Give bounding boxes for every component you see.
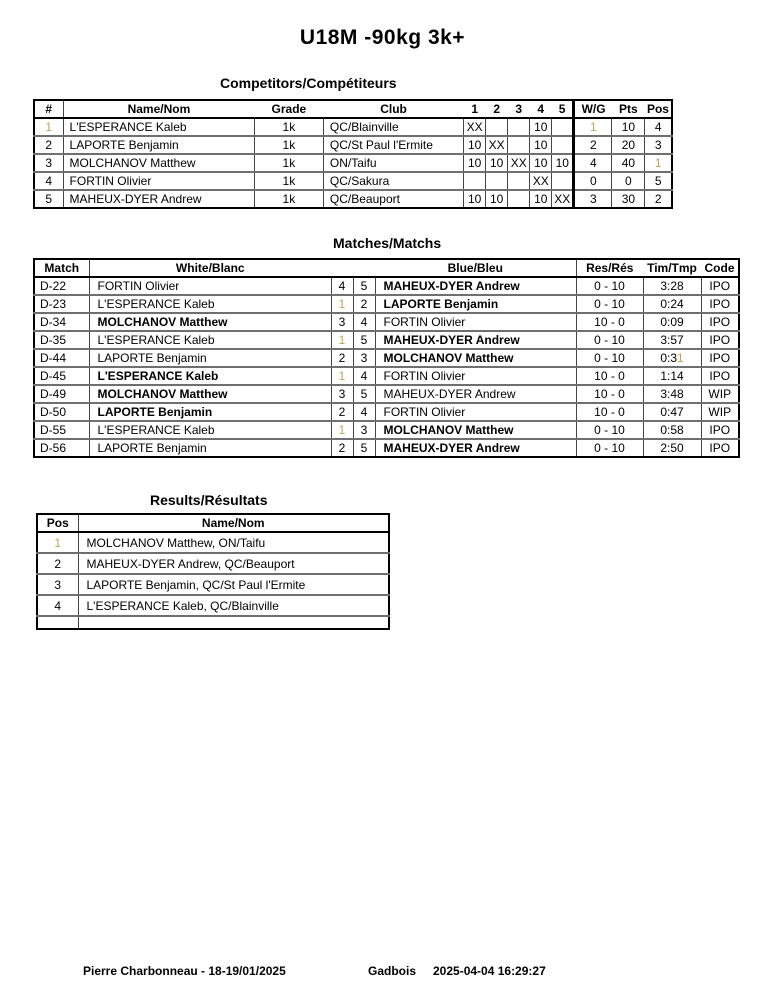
result-position: 3 (37, 574, 78, 595)
blue-name: LAPORTE Benjamin (375, 295, 576, 313)
blue-number: 5 (353, 331, 375, 349)
round-cell: 10 (530, 136, 552, 154)
match-result: 0 - 10 (576, 277, 643, 295)
col-header-white: White/Blanc (89, 259, 331, 277)
match-result: 10 - 0 (576, 367, 643, 385)
col-header-club: Club (323, 100, 463, 118)
points-cell: 20 (612, 136, 645, 154)
match-row (34, 349, 739, 367)
col-header-points: Pts (612, 100, 645, 118)
match-time: 0:58 (643, 421, 701, 439)
round-cell: XX (464, 118, 486, 136)
position-cell: 1 (645, 154, 672, 172)
competitors-header-row (34, 100, 672, 118)
col-header-round-2: 2 (486, 100, 508, 118)
col-header-grade: Grade (254, 100, 323, 118)
match-row (34, 313, 739, 331)
blue-number: 3 (353, 421, 375, 439)
result-row (37, 616, 389, 629)
competitor-club: QC/St Paul l'Ermite (323, 136, 463, 154)
round-cell: 10 (464, 190, 486, 208)
result-name: MOLCHANOV Matthew, ON/Taifu (78, 532, 389, 553)
match-id: D-56 (34, 439, 89, 457)
white-number: 2 (331, 403, 353, 421)
match-result: 10 - 0 (576, 313, 643, 331)
col-header-position: Pos (37, 514, 78, 532)
round-cell: 10 (464, 136, 486, 154)
competitor-row (34, 154, 672, 172)
round-cell (552, 136, 574, 154)
col-header-round-4: 4 (530, 100, 552, 118)
col-header-match: Match (34, 259, 89, 277)
match-id: D-55 (34, 421, 89, 439)
match-row (34, 277, 739, 295)
round-cell (508, 136, 530, 154)
competitors-table (33, 99, 673, 209)
white-number: 4 (331, 277, 353, 295)
blue-number: 4 (353, 367, 375, 385)
result-name: L'ESPERANCE Kaleb, QC/Blainville (78, 595, 389, 616)
competitor-name: LAPORTE Benjamin (63, 136, 254, 154)
result-name: MAHEUX-DYER Andrew, QC/Beauport (78, 553, 389, 574)
match-row (34, 367, 739, 385)
match-id: D-34 (34, 313, 89, 331)
competitor-name: FORTIN Olivier (63, 172, 254, 190)
match-time: 2:50 (643, 439, 701, 457)
match-result: 0 - 10 (576, 439, 643, 457)
wins-cell: 1 (574, 118, 612, 136)
wins-cell: 3 (574, 190, 612, 208)
competitor-number: 3 (34, 154, 63, 172)
match-result: 0 - 10 (576, 295, 643, 313)
col-header-position: Pos (645, 100, 672, 118)
wins-cell: 2 (574, 136, 612, 154)
round-cell: 10 (486, 154, 508, 172)
match-code: WIP (701, 385, 739, 403)
result-row (37, 553, 389, 574)
footer-venue: Gadbois (368, 964, 417, 978)
position-cell: 5 (645, 172, 672, 190)
match-row (34, 439, 739, 457)
competitor-number: 5 (34, 190, 63, 208)
result-name: LAPORTE Benjamin, QC/St Paul l'Ermite (78, 574, 389, 595)
match-id: D-44 (34, 349, 89, 367)
round-cell: XX (530, 172, 552, 190)
match-row (34, 421, 739, 439)
competitor-grade: 1k (254, 154, 323, 172)
competitor-name: L'ESPERANCE Kaleb (63, 118, 254, 136)
match-time: 3:57 (643, 331, 701, 349)
footer-author-date: Pierre Charbonneau - 18-19/01/2025 (83, 964, 286, 978)
round-cell (552, 118, 574, 136)
match-result: 0 - 10 (576, 331, 643, 349)
match-code: IPO (701, 421, 739, 439)
blue-name: MAHEUX-DYER Andrew (375, 331, 576, 349)
competitor-number: 2 (34, 136, 63, 154)
position-cell: 2 (645, 190, 672, 208)
round-cell (508, 172, 530, 190)
match-result: 0 - 10 (576, 349, 643, 367)
white-number: 2 (331, 349, 353, 367)
result-position (37, 616, 78, 629)
results-heading: Results/Résultats (150, 492, 268, 508)
competitor-row (34, 190, 672, 208)
competitor-grade: 1k (254, 118, 323, 136)
blue-name: MAHEUX-DYER Andrew (375, 277, 576, 295)
blue-name: MAHEUX-DYER Andrew (375, 439, 576, 457)
wins-cell: 4 (574, 154, 612, 172)
blue-number: 5 (353, 277, 375, 295)
match-time: 0:09 (643, 313, 701, 331)
match-time: 0:47 (643, 403, 701, 421)
match-code: IPO (701, 331, 739, 349)
matches-heading: Matches/Matchs (333, 235, 442, 251)
competitor-grade: 1k (254, 136, 323, 154)
blue-name: FORTIN Olivier (375, 403, 576, 421)
competitor-name: MAHEUX-DYER Andrew (63, 190, 254, 208)
round-cell: 10 (552, 154, 574, 172)
white-number: 1 (331, 331, 353, 349)
match-code: IPO (701, 277, 739, 295)
result-row (37, 574, 389, 595)
white-name: LAPORTE Benjamin (89, 439, 331, 457)
blue-number: 5 (353, 439, 375, 457)
match-result: 10 - 0 (576, 385, 643, 403)
match-id: D-35 (34, 331, 89, 349)
match-code: IPO (701, 349, 739, 367)
match-code: IPO (701, 439, 739, 457)
col-header-round-3: 3 (508, 100, 530, 118)
match-row (34, 403, 739, 421)
white-name: LAPORTE Benjamin (89, 403, 331, 421)
round-cell: 10 (464, 154, 486, 172)
match-row (34, 295, 739, 313)
competitor-club: QC/Beauport (323, 190, 463, 208)
round-cell: 10 (486, 190, 508, 208)
round-cell (486, 118, 508, 136)
competitor-club: ON/Taifu (323, 154, 463, 172)
blue-name: MOLCHANOV Matthew (375, 349, 576, 367)
white-name: LAPORTE Benjamin (89, 349, 331, 367)
match-code: WIP (701, 403, 739, 421)
result-position: 2 (37, 553, 78, 574)
wins-cell: 0 (574, 172, 612, 190)
blue-name: FORTIN Olivier (375, 367, 576, 385)
page-title: U18M -90kg 3k+ (299, 26, 466, 49)
match-row (34, 331, 739, 349)
round-cell: 10 (530, 154, 552, 172)
match-code: IPO (701, 313, 739, 331)
competitor-name: MOLCHANOV Matthew (63, 154, 254, 172)
result-position: 1 (37, 532, 78, 553)
round-cell: XX (552, 190, 574, 208)
competitor-club: QC/Blainville (323, 118, 463, 136)
match-time: 1:14 (643, 367, 701, 385)
col-header-blue-number (353, 259, 375, 277)
match-id: D-23 (34, 295, 89, 313)
round-cell: XX (486, 136, 508, 154)
col-header-name: Name/Nom (78, 514, 389, 532)
matches-header-row (34, 259, 739, 277)
col-header-round-1: 1 (464, 100, 486, 118)
white-number: 3 (331, 385, 353, 403)
round-cell (508, 118, 530, 136)
white-name: L'ESPERANCE Kaleb (89, 295, 331, 313)
blue-name: FORTIN Olivier (375, 313, 576, 331)
match-code: IPO (701, 367, 739, 385)
competitor-grade: 1k (254, 172, 323, 190)
matches-table (33, 258, 740, 458)
result-name (78, 616, 389, 629)
blue-number: 5 (353, 385, 375, 403)
match-time: 0:24 (643, 295, 701, 313)
competitor-row (34, 118, 672, 136)
col-header-blue: Blue/Bleu (375, 259, 576, 277)
round-cell: 10 (530, 190, 552, 208)
points-cell: 40 (612, 154, 645, 172)
match-id: D-49 (34, 385, 89, 403)
white-name: L'ESPERANCE Kaleb (89, 331, 331, 349)
blue-name: MAHEUX-DYER Andrew (375, 385, 576, 403)
points-cell: 10 (612, 118, 645, 136)
white-number: 1 (331, 421, 353, 439)
white-name: L'ESPERANCE Kaleb (89, 367, 331, 385)
position-cell: 4 (645, 118, 672, 136)
round-cell (464, 172, 486, 190)
round-cell (486, 172, 508, 190)
results-header-row (37, 514, 389, 532)
col-header-number: # (34, 100, 63, 118)
round-cell: 10 (530, 118, 552, 136)
match-code: IPO (701, 295, 739, 313)
match-result: 0 - 10 (576, 421, 643, 439)
col-header-name: Name/Nom (63, 100, 254, 118)
match-row (34, 385, 739, 403)
match-result: 10 - 0 (576, 403, 643, 421)
col-header-round-5: 5 (552, 100, 574, 118)
white-name: FORTIN Olivier (89, 277, 331, 295)
competitor-club: QC/Sakura (323, 172, 463, 190)
blue-name: MOLCHANOV Matthew (375, 421, 576, 439)
col-header-white-number (331, 259, 353, 277)
result-row (37, 532, 389, 553)
blue-number: 4 (353, 403, 375, 421)
points-cell: 0 (612, 172, 645, 190)
competitors-heading: Competitors/Compétiteurs (220, 75, 397, 91)
match-id: D-22 (34, 277, 89, 295)
white-name: L'ESPERANCE Kaleb (89, 421, 331, 439)
white-name: MOLCHANOV Matthew (89, 385, 331, 403)
white-number: 3 (331, 313, 353, 331)
points-cell: 30 (612, 190, 645, 208)
col-header-result: Res/Rés (576, 259, 643, 277)
white-number: 1 (331, 295, 353, 313)
competitor-grade: 1k (254, 190, 323, 208)
white-number: 2 (331, 439, 353, 457)
round-cell (552, 172, 574, 190)
position-cell: 3 (645, 136, 672, 154)
white-number: 1 (331, 367, 353, 385)
round-cell: XX (508, 154, 530, 172)
round-cell (508, 190, 530, 208)
competitor-row (34, 172, 672, 190)
blue-number: 2 (353, 295, 375, 313)
result-position: 4 (37, 595, 78, 616)
footer-timestamp: 2025-04-04 16:29:27 (433, 964, 546, 978)
match-id: D-45 (34, 367, 89, 385)
col-header-code: Code (701, 259, 739, 277)
match-time: 0:31 (643, 349, 701, 367)
competitor-number: 1 (34, 118, 63, 136)
col-header-wins: W/G (574, 100, 612, 118)
match-id: D-50 (34, 403, 89, 421)
col-header-time: Tim/Tmp (643, 259, 701, 277)
results-table (36, 513, 390, 630)
blue-number: 4 (353, 313, 375, 331)
match-time: 3:28 (643, 277, 701, 295)
result-row (37, 595, 389, 616)
white-name: MOLCHANOV Matthew (89, 313, 331, 331)
competitor-number: 4 (34, 172, 63, 190)
match-time: 3:48 (643, 385, 701, 403)
blue-number: 3 (353, 349, 375, 367)
competitor-row (34, 136, 672, 154)
